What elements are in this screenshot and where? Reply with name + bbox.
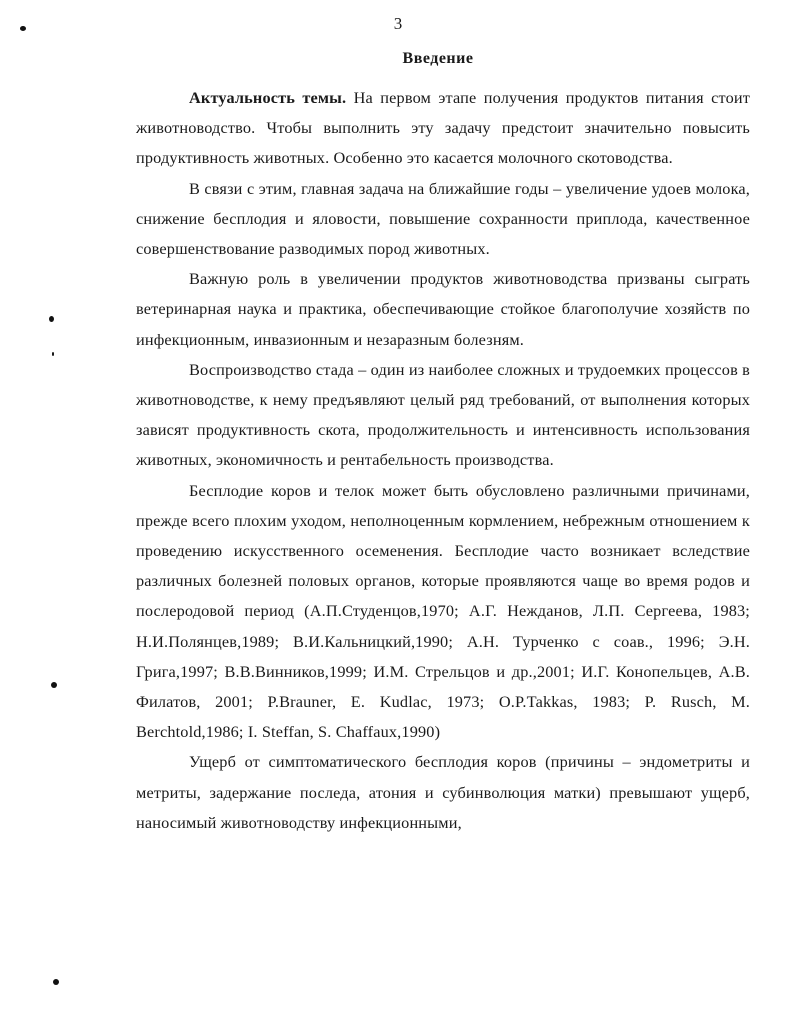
section-heading: Введение xyxy=(402,50,474,67)
paragraph-veterinary-role: Важную роль в увеличении продуктов животноводства призваны сыграть ветеринарная наука и практика, обеспечивающие стойкое благополучие хозяйств по инфекционным, инвазионным и незаразным болезням. xyxy=(136,269,750,349)
body-text xyxy=(136,83,750,838)
scan-speck xyxy=(53,979,59,985)
scan-speck xyxy=(51,682,57,688)
page-number: 3 xyxy=(393,14,403,33)
paragraph-economic-damage: Ущерб от симптоматического бесплодия коров (причины – эндометриты и метриты, задержание последа, атония и субинволюция матки) превышают ущерб, наносимый животноводству инфекционными, xyxy=(136,752,750,832)
paragraph-main-task: В связи с этим, главная задача на ближайшие годы – увеличение удоев молока, снижение бесплодия и яловости, повышение сохранности приплода, качественное совершенствование разводимых пород животных. xyxy=(136,178,750,259)
scan-speck xyxy=(52,352,54,356)
scan-speck xyxy=(49,316,54,322)
paragraph-herd-reproduction: Воспроизводство стада – один из наиболее сложных и трудоемких процессов в животноводстве, к нему предъявляют целый ряд требований, от выполнения которых зависят продуктивность скота, продолжительность и интенсивность использования животных, экономичность и рентабельность производства. xyxy=(136,359,750,470)
paragraph-infertility-causes: Бесплодие коров и телок может быть обусловлено различными причинами, прежде всего плохим уходом, неполноценным кормлением, небрежным отношением к проведению искусственного осеменения. Бесплодие часто возникает вследствие различных болезней половых органов, которые проявляются чаще во время родов и послеродовой период (А.П.Студенцов,1970; А.Г. Нежданов, Л.П. Сергеева, 1983; Н.И.Полянцев,1989; В.И.Кальницкий,1990; А.Н. Турченко с соав., 1996; Э.Н. Грига,1997; В.В.Винников,1999; И.М. Стрельцов и др.,2001; И.Г. Конопельцев, А.В. Филатов, 2001; P.Brauner, E. Kudlac, 1973; O.P.Takkas, 1983; P. Rusch, M. Berchtold,1986; I. Steffan, S. Chaffaux,1990) xyxy=(136,480,750,742)
paragraph-lead: Актуальность темы. xyxy=(189,88,347,107)
paragraph-text: На первом этапе получения продуктов питания стоит животноводство. Чтобы выполнить эту задачу предстоит значительно повысить продуктивность животных. Особенно это касается молочного скотоводства. xyxy=(136,88,750,168)
scan-speck xyxy=(20,26,26,31)
paragraph-relevance xyxy=(136,83,750,174)
